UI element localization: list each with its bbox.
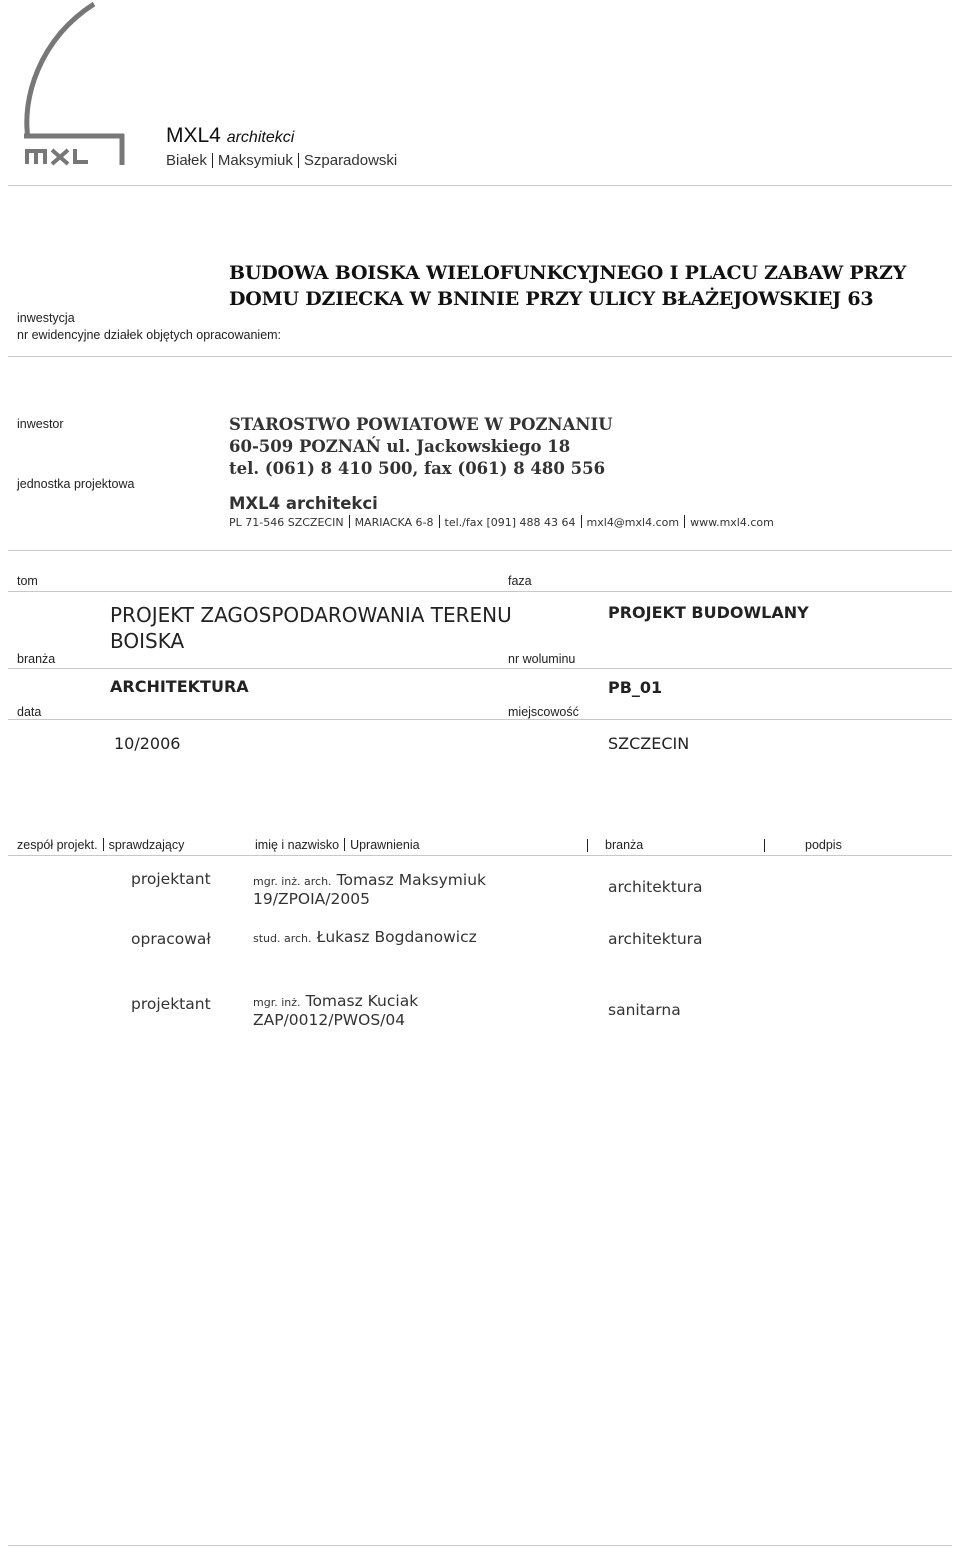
team-header-team: zespół projekt. — [17, 838, 98, 852]
plots-label: nr ewidencyjne działek objętych opracowaniem: — [17, 328, 282, 342]
team-row-2-role: opracował — [131, 930, 211, 948]
separator — [349, 515, 350, 528]
design-unit-name: MXL4 architekci — [229, 494, 378, 513]
branza-value: ARCHITEKTURA — [110, 677, 249, 696]
company-name: MXL4 architekci — [166, 124, 295, 147]
divider — [8, 550, 952, 551]
separator — [587, 839, 588, 852]
logo-mark — [18, 0, 130, 170]
place-value: SZCZECIN — [608, 734, 690, 753]
branza-label: branża — [17, 652, 56, 666]
team-header-checker: sprawdzający — [108, 838, 185, 852]
divider — [8, 356, 952, 357]
divider — [8, 591, 952, 592]
company-name-suffix: architekci — [226, 129, 295, 146]
separator — [344, 838, 345, 851]
investor-line3: tel. (061) 8 410 500, fax (061) 8 480 556 — [229, 459, 606, 478]
investment-title-line2: DOMU DZIECKA W BNINIE PRZY ULICY BŁAŻEJOWSKIEJ 63 — [229, 288, 874, 310]
divider — [8, 185, 952, 186]
separator — [684, 515, 685, 528]
divider — [8, 668, 952, 669]
team-row-3-person: mgr. inż. Tomasz Kuciak — [253, 992, 419, 1010]
tom-value-line2: BOISKA — [110, 629, 185, 653]
investor-label: inwestor — [17, 417, 64, 431]
investment-title-line1: BUDOWA BOISKA WIELOFUNKCYJNEGO I PLACU ZABAW PRZY — [229, 262, 907, 284]
team-row-3-branch: sanitarna — [608, 1001, 681, 1019]
separator — [212, 153, 213, 168]
tom-label: tom — [17, 574, 38, 588]
faza-label: faza — [508, 574, 532, 588]
volume-label: nr woluminu — [508, 652, 576, 666]
separator — [298, 153, 299, 168]
team-row-1-person: mgr. inż. arch. Tomasz Maksymiuk — [253, 871, 486, 889]
divider — [8, 1545, 952, 1546]
team-header-signature: podpis — [805, 838, 842, 852]
team-row-2-branch: architektura — [608, 930, 703, 948]
date-label: data — [17, 705, 42, 719]
date-value: 10/2006 — [114, 734, 181, 753]
separator — [581, 515, 582, 528]
team-row-3-role: projektant — [131, 995, 211, 1013]
investor-line1: STAROSTWO POWIATOWE W POZNANIU — [229, 415, 613, 434]
place-label: miejscowość — [508, 705, 579, 719]
investor-line2: 60-509 POZNAŃ ul. Jackowskiego 18 — [229, 437, 571, 456]
team-row-1-branch: architektura — [608, 878, 703, 896]
separator — [764, 839, 765, 852]
team-header-name: imię i nazwisko Uprawnienia — [255, 838, 420, 852]
design-unit-label: jednostka projektowa — [17, 477, 135, 491]
tom-value-line1: PROJEKT ZAGOSPODAROWANIA TERENU — [110, 603, 512, 627]
investment-label: inwestycja — [17, 311, 75, 325]
team-row-3-license: ZAP/0012/PWOS/04 — [253, 1011, 406, 1029]
design-unit-details: PL 71-546 SZCZECIN MARIACKA 6-8 tel./fax [091] 488 43 64 mxl4@mxl4.com www.mxl4.com — [229, 516, 774, 529]
separator — [439, 515, 440, 528]
team-row-2-person: stud. arch. Łukasz Bogdanowicz — [253, 928, 477, 946]
team-row-1-license: 19/ZPOIA/2005 — [253, 890, 370, 908]
company-logo — [18, 0, 130, 170]
volume-value: PB_01 — [608, 678, 663, 697]
company-partners: Białek Maksymiuk Szparadowski — [166, 152, 398, 169]
team-header — [17, 838, 184, 852]
faza-value: PROJEKT BUDOWLANY — [608, 603, 809, 622]
divider — [8, 719, 952, 720]
divider — [8, 855, 952, 856]
team-header-branch: branża — [605, 838, 644, 852]
team-row-1-role: projektant — [131, 870, 211, 888]
separator — [103, 838, 104, 851]
